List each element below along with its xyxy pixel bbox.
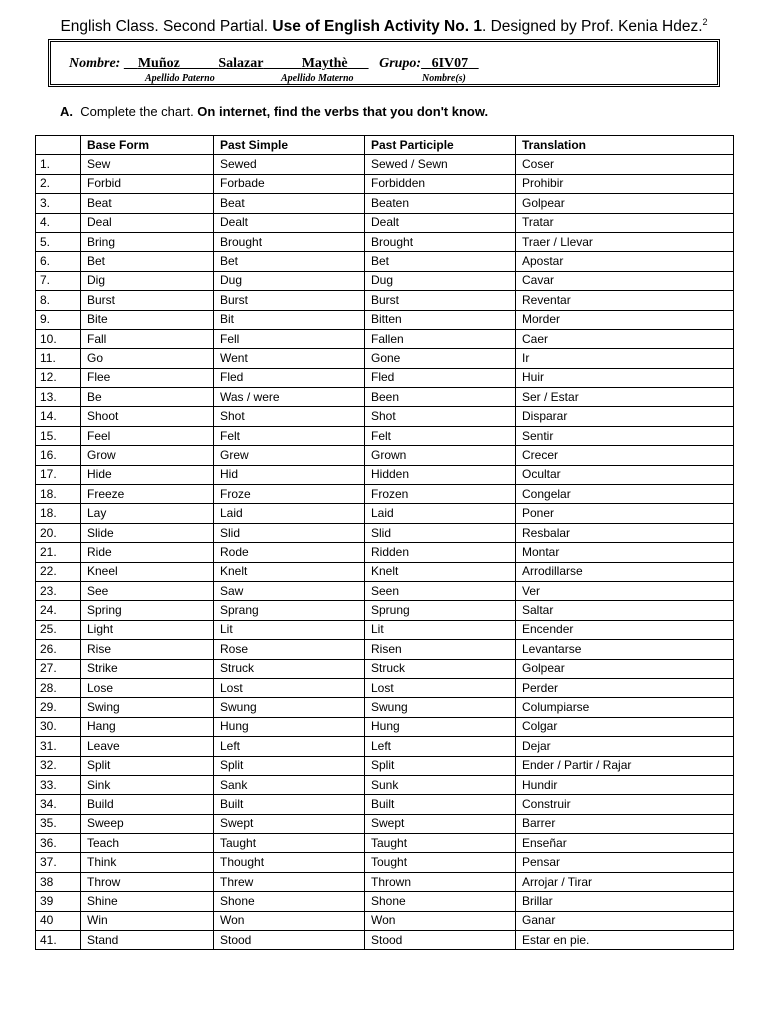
cell-translation: Sentir bbox=[516, 426, 734, 445]
cell-translation: Columpiarse bbox=[516, 698, 734, 717]
cell-translation: Colgar bbox=[516, 717, 734, 736]
cell-base-form: Beat bbox=[81, 194, 214, 213]
cell-past-simple: Slid bbox=[214, 523, 365, 542]
cell-number: 23. bbox=[36, 581, 81, 600]
table-row bbox=[36, 310, 734, 329]
cell-translation: Pensar bbox=[516, 853, 734, 872]
column-header-number bbox=[36, 136, 81, 155]
cell-past-simple: Burst bbox=[214, 291, 365, 310]
cell-past-participle: Lit bbox=[365, 620, 516, 639]
student-info-box bbox=[48, 39, 720, 87]
cell-past-simple: Built bbox=[214, 795, 365, 814]
cell-past-simple: Struck bbox=[214, 659, 365, 678]
cell-past-participle: Been bbox=[365, 388, 516, 407]
table-row bbox=[36, 291, 734, 310]
cell-number: 10. bbox=[36, 329, 81, 348]
cell-base-form: Sweep bbox=[81, 814, 214, 833]
cell-base-form: Hide bbox=[81, 465, 214, 484]
cell-number: 28. bbox=[36, 678, 81, 697]
table-row bbox=[36, 523, 734, 542]
cell-past-simple: Split bbox=[214, 756, 365, 775]
table-row bbox=[36, 485, 734, 504]
cell-translation: Ocultar bbox=[516, 465, 734, 484]
cell-number: 20. bbox=[36, 523, 81, 542]
cell-past-participle: Risen bbox=[365, 640, 516, 659]
cell-past-participle: Struck bbox=[365, 659, 516, 678]
cell-past-participle: Sewed / Sewn bbox=[365, 155, 516, 174]
cell-base-form: Throw bbox=[81, 872, 214, 891]
cell-past-simple: Bet bbox=[214, 252, 365, 271]
cell-past-participle: Tought bbox=[365, 853, 516, 872]
instruction-text: Complete the chart. bbox=[80, 104, 198, 119]
cell-base-form: Sink bbox=[81, 775, 214, 794]
cell-past-simple: Forbade bbox=[214, 174, 365, 193]
cell-past-simple: Went bbox=[214, 349, 365, 368]
cell-past-participle: Shone bbox=[365, 892, 516, 911]
cell-translation: Ver bbox=[516, 581, 734, 600]
cell-translation: Tratar bbox=[516, 213, 734, 232]
table-row bbox=[36, 388, 734, 407]
table-row bbox=[36, 174, 734, 193]
cell-number: 27. bbox=[36, 659, 81, 678]
instruction-letter: A. bbox=[60, 104, 73, 119]
table-row bbox=[36, 872, 734, 891]
cell-translation: Arrojar / Tirar bbox=[516, 872, 734, 891]
instruction bbox=[60, 104, 488, 119]
cell-past-simple: Swung bbox=[214, 698, 365, 717]
cell-past-simple: Bit bbox=[214, 310, 365, 329]
cell-base-form: Swing bbox=[81, 698, 214, 717]
cell-past-participle: Split bbox=[365, 756, 516, 775]
cell-base-form: Split bbox=[81, 756, 214, 775]
cell-translation: Traer / Llevar bbox=[516, 232, 734, 251]
cell-translation: Disparar bbox=[516, 407, 734, 426]
cell-past-simple: Froze bbox=[214, 485, 365, 504]
cell-base-form: See bbox=[81, 581, 214, 600]
cell-base-form: Freeze bbox=[81, 485, 214, 504]
cell-number: 17. bbox=[36, 465, 81, 484]
cell-base-form: Stand bbox=[81, 931, 214, 950]
table-header-row bbox=[36, 136, 734, 155]
cell-past-participle: Dealt bbox=[365, 213, 516, 232]
cell-translation: Montar bbox=[516, 543, 734, 562]
cell-translation: Crecer bbox=[516, 446, 734, 465]
cell-translation: Hundir bbox=[516, 775, 734, 794]
cell-translation: Resbalar bbox=[516, 523, 734, 542]
table-row bbox=[36, 155, 734, 174]
cell-past-participle: Thrown bbox=[365, 872, 516, 891]
cell-number: 12. bbox=[36, 368, 81, 387]
cell-past-simple: Fled bbox=[214, 368, 365, 387]
cell-number: 35. bbox=[36, 814, 81, 833]
cell-past-participle: Ridden bbox=[365, 543, 516, 562]
cell-base-form: Flee bbox=[81, 368, 214, 387]
table-body bbox=[36, 155, 734, 950]
cell-past-simple: Knelt bbox=[214, 562, 365, 581]
cell-past-participle: Swung bbox=[365, 698, 516, 717]
grupo-field[interactable] bbox=[421, 56, 479, 71]
table-row bbox=[36, 601, 734, 620]
table-row bbox=[36, 717, 734, 736]
table-row bbox=[36, 504, 734, 523]
cell-translation: Caer bbox=[516, 329, 734, 348]
cell-translation: Brillar bbox=[516, 892, 734, 911]
cell-translation: Estar en pie. bbox=[516, 931, 734, 950]
cell-base-form: Fall bbox=[81, 329, 214, 348]
cell-base-form: Bring bbox=[81, 232, 214, 251]
column-header-past-simple: Past Simple bbox=[214, 136, 365, 155]
cell-number: 22. bbox=[36, 562, 81, 581]
cell-base-form: Lose bbox=[81, 678, 214, 697]
cell-base-form: Shoot bbox=[81, 407, 214, 426]
cell-past-participle: Built bbox=[365, 795, 516, 814]
cell-past-participle: Lost bbox=[365, 678, 516, 697]
table-row bbox=[36, 271, 734, 290]
cell-translation: Golpear bbox=[516, 194, 734, 213]
table-row bbox=[36, 329, 734, 348]
table-row bbox=[36, 698, 734, 717]
cell-past-simple: Won bbox=[214, 911, 365, 930]
cell-base-form: Go bbox=[81, 349, 214, 368]
table-row bbox=[36, 426, 734, 445]
cell-past-simple: Laid bbox=[214, 504, 365, 523]
cell-translation: Ganar bbox=[516, 911, 734, 930]
cell-base-form: Dig bbox=[81, 271, 214, 290]
cell-base-form: Shine bbox=[81, 892, 214, 911]
cell-past-participle: Dug bbox=[365, 271, 516, 290]
table-row bbox=[36, 232, 734, 251]
cell-number: 39 bbox=[36, 892, 81, 911]
table-row bbox=[36, 446, 734, 465]
cell-base-form: Build bbox=[81, 795, 214, 814]
apellido-paterno-value: Muñoz bbox=[137, 56, 180, 71]
cell-number: 15. bbox=[36, 426, 81, 445]
cell-number: 37. bbox=[36, 853, 81, 872]
cell-number: 34. bbox=[36, 795, 81, 814]
cell-past-participle: Taught bbox=[365, 834, 516, 853]
cell-base-form: Slide bbox=[81, 523, 214, 542]
cell-translation: Barrer bbox=[516, 814, 734, 833]
table-row bbox=[36, 620, 734, 639]
column-header-past-participle: Past Participle bbox=[365, 136, 516, 155]
table-row bbox=[36, 465, 734, 484]
grupo-label: Grupo: bbox=[379, 56, 422, 71]
cell-number: 8. bbox=[36, 291, 81, 310]
cell-past-simple: Hid bbox=[214, 465, 365, 484]
nombre-value: Maythè bbox=[301, 56, 348, 71]
cell-translation: Apostar bbox=[516, 252, 734, 271]
cell-base-form: Lay bbox=[81, 504, 214, 523]
table-row bbox=[36, 795, 734, 814]
cell-number: 13. bbox=[36, 388, 81, 407]
cell-translation: Coser bbox=[516, 155, 734, 174]
table-row bbox=[36, 659, 734, 678]
cell-past-simple: Sewed bbox=[214, 155, 365, 174]
cell-number: 7. bbox=[36, 271, 81, 290]
cell-number: 26. bbox=[36, 640, 81, 659]
cell-past-simple: Rode bbox=[214, 543, 365, 562]
cell-base-form: Spring bbox=[81, 601, 214, 620]
cell-translation: Reventar bbox=[516, 291, 734, 310]
cell-past-participle: Left bbox=[365, 737, 516, 756]
cell-past-simple: Dealt bbox=[214, 213, 365, 232]
cell-past-participle: Won bbox=[365, 911, 516, 930]
cell-translation: Huir bbox=[516, 368, 734, 387]
cell-translation: Perder bbox=[516, 678, 734, 697]
nombre-label: Nombre: bbox=[69, 56, 121, 71]
cell-translation: Levantarse bbox=[516, 640, 734, 659]
table-row bbox=[36, 252, 734, 271]
cell-past-participle: Forbidden bbox=[365, 174, 516, 193]
cell-number: 29. bbox=[36, 698, 81, 717]
cell-number: 5. bbox=[36, 232, 81, 251]
cell-base-form: Win bbox=[81, 911, 214, 930]
cell-base-form: Sew bbox=[81, 155, 214, 174]
cell-past-simple: Felt bbox=[214, 426, 365, 445]
cell-number: 6. bbox=[36, 252, 81, 271]
apellido-materno-value: Salazar bbox=[218, 56, 264, 71]
cell-base-form: Forbid bbox=[81, 174, 214, 193]
cell-base-form: Bite bbox=[81, 310, 214, 329]
cell-translation: Dejar bbox=[516, 737, 734, 756]
cell-number: 32. bbox=[36, 756, 81, 775]
cell-past-simple: Lit bbox=[214, 620, 365, 639]
table-row bbox=[36, 640, 734, 659]
cell-past-simple: Sprang bbox=[214, 601, 365, 620]
cell-past-simple: Left bbox=[214, 737, 365, 756]
cell-translation: Enseñar bbox=[516, 834, 734, 853]
apellido-materno-field[interactable] bbox=[218, 56, 301, 71]
cell-past-participle: Grown bbox=[365, 446, 516, 465]
cell-base-form: Bet bbox=[81, 252, 214, 271]
cell-number: 30. bbox=[36, 717, 81, 736]
cell-past-participle: Fallen bbox=[365, 329, 516, 348]
cell-base-form: Grow bbox=[81, 446, 214, 465]
cell-number: 21. bbox=[36, 543, 81, 562]
cell-number: 3. bbox=[36, 194, 81, 213]
cell-past-participle: Gone bbox=[365, 349, 516, 368]
table-row bbox=[36, 213, 734, 232]
student-info-line bbox=[69, 56, 479, 72]
table-row bbox=[36, 892, 734, 911]
cell-base-form: Deal bbox=[81, 213, 214, 232]
cell-past-simple: Lost bbox=[214, 678, 365, 697]
cell-translation: Construir bbox=[516, 795, 734, 814]
cell-number: 18. bbox=[36, 485, 81, 504]
cell-past-participle: Shot bbox=[365, 407, 516, 426]
cell-past-simple: Taught bbox=[214, 834, 365, 853]
cell-past-simple: Thought bbox=[214, 853, 365, 872]
cell-past-simple: Shot bbox=[214, 407, 365, 426]
cell-translation: Ser / Estar bbox=[516, 388, 734, 407]
page-title bbox=[0, 17, 768, 36]
cell-translation: Ir bbox=[516, 349, 734, 368]
cell-number: 41. bbox=[36, 931, 81, 950]
cell-base-form: Strike bbox=[81, 659, 214, 678]
caption-apellido-paterno: Apellido Paterno bbox=[145, 73, 215, 84]
cell-base-form: Ride bbox=[81, 543, 214, 562]
cell-base-form: Feel bbox=[81, 426, 214, 445]
cell-translation: Saltar bbox=[516, 601, 734, 620]
cell-number: 11. bbox=[36, 349, 81, 368]
cell-past-simple: Shone bbox=[214, 892, 365, 911]
cell-past-participle: Bet bbox=[365, 252, 516, 271]
table-row bbox=[36, 775, 734, 794]
cell-number: 40 bbox=[36, 911, 81, 930]
cell-translation: Cavar bbox=[516, 271, 734, 290]
table-row bbox=[36, 349, 734, 368]
cell-base-form: Hang bbox=[81, 717, 214, 736]
table-row bbox=[36, 194, 734, 213]
cell-translation: Arrodillarse bbox=[516, 562, 734, 581]
cell-translation: Morder bbox=[516, 310, 734, 329]
cell-past-simple: Rose bbox=[214, 640, 365, 659]
cell-past-simple: Beat bbox=[214, 194, 365, 213]
cell-number: 2. bbox=[36, 174, 81, 193]
title-bold: Use of English Activity No. 1 bbox=[272, 18, 482, 36]
cell-number: 4. bbox=[36, 213, 81, 232]
cell-number: 36. bbox=[36, 834, 81, 853]
title-superscript: 2 bbox=[702, 17, 708, 27]
cell-number: 14. bbox=[36, 407, 81, 426]
cell-translation: Encender bbox=[516, 620, 734, 639]
cell-past-simple: Threw bbox=[214, 872, 365, 891]
cell-translation: Golpear bbox=[516, 659, 734, 678]
table-row bbox=[36, 543, 734, 562]
cell-number: 18. bbox=[36, 504, 81, 523]
grupo-value: 6IV07 bbox=[431, 56, 469, 71]
cell-past-simple: Stood bbox=[214, 931, 365, 950]
cell-past-simple: Saw bbox=[214, 581, 365, 600]
cell-past-participle: Felt bbox=[365, 426, 516, 445]
nombre-field[interactable] bbox=[302, 56, 369, 71]
cell-base-form: Leave bbox=[81, 737, 214, 756]
cell-past-participle: Hung bbox=[365, 717, 516, 736]
table-row bbox=[36, 853, 734, 872]
cell-translation: Ender / Partir / Rajar bbox=[516, 756, 734, 775]
cell-past-participle: Frozen bbox=[365, 485, 516, 504]
cell-past-simple: Fell bbox=[214, 329, 365, 348]
cell-number: 31. bbox=[36, 737, 81, 756]
cell-base-form: Rise bbox=[81, 640, 214, 659]
instruction-bold-text: On internet, find the verbs that you don't know. bbox=[197, 104, 489, 119]
cell-number: 33. bbox=[36, 775, 81, 794]
table-row bbox=[36, 911, 734, 930]
verb-chart bbox=[35, 135, 734, 950]
cell-base-form: Light bbox=[81, 620, 214, 639]
cell-past-participle: Slid bbox=[365, 523, 516, 542]
table-row bbox=[36, 407, 734, 426]
cell-past-participle: Knelt bbox=[365, 562, 516, 581]
cell-past-participle: Burst bbox=[365, 291, 516, 310]
table-row bbox=[36, 581, 734, 600]
cell-past-participle: Hidden bbox=[365, 465, 516, 484]
table-row bbox=[36, 678, 734, 697]
cell-past-participle: Laid bbox=[365, 504, 516, 523]
cell-past-participle: Stood bbox=[365, 931, 516, 950]
cell-translation: Congelar bbox=[516, 485, 734, 504]
caption-apellido-materno: Apellido Materno bbox=[281, 73, 354, 84]
table-row bbox=[36, 368, 734, 387]
cell-past-simple: Dug bbox=[214, 271, 365, 290]
cell-base-form: Burst bbox=[81, 291, 214, 310]
cell-past-simple: Brought bbox=[214, 232, 365, 251]
apellido-paterno-field[interactable] bbox=[124, 56, 219, 71]
cell-past-participle: Fled bbox=[365, 368, 516, 387]
column-header-translation: Translation bbox=[516, 136, 734, 155]
table-row bbox=[36, 834, 734, 853]
cell-translation: Prohibir bbox=[516, 174, 734, 193]
cell-past-simple: Grew bbox=[214, 446, 365, 465]
cell-number: 16. bbox=[36, 446, 81, 465]
cell-number: 1. bbox=[36, 155, 81, 174]
table-row bbox=[36, 814, 734, 833]
cell-past-participle: Brought bbox=[365, 232, 516, 251]
cell-base-form: Teach bbox=[81, 834, 214, 853]
caption-nombre: Nombre(s) bbox=[422, 73, 466, 84]
table-row bbox=[36, 756, 734, 775]
cell-past-participle: Bitten bbox=[365, 310, 516, 329]
cell-translation: Poner bbox=[516, 504, 734, 523]
cell-past-simple: Swept bbox=[214, 814, 365, 833]
cell-past-simple: Was / were bbox=[214, 388, 365, 407]
cell-past-participle: Sunk bbox=[365, 775, 516, 794]
cell-past-participle: Sprung bbox=[365, 601, 516, 620]
table-row bbox=[36, 562, 734, 581]
cell-number: 25. bbox=[36, 620, 81, 639]
cell-past-participle: Beaten bbox=[365, 194, 516, 213]
cell-past-participle: Seen bbox=[365, 581, 516, 600]
cell-number: 38 bbox=[36, 872, 81, 891]
cell-past-simple: Hung bbox=[214, 717, 365, 736]
cell-base-form: Think bbox=[81, 853, 214, 872]
cell-past-participle: Swept bbox=[365, 814, 516, 833]
column-header-base-form: Base Form bbox=[81, 136, 214, 155]
cell-past-simple: Sank bbox=[214, 775, 365, 794]
table-row bbox=[36, 931, 734, 950]
cell-number: 9. bbox=[36, 310, 81, 329]
cell-base-form: Be bbox=[81, 388, 214, 407]
title-suffix: . Designed by Prof. Kenia Hdez. bbox=[481, 18, 703, 36]
table-row bbox=[36, 737, 734, 756]
cell-number: 24. bbox=[36, 601, 81, 620]
title-prefix: English Class. Second Partial. bbox=[60, 18, 273, 36]
cell-base-form: Kneel bbox=[81, 562, 214, 581]
